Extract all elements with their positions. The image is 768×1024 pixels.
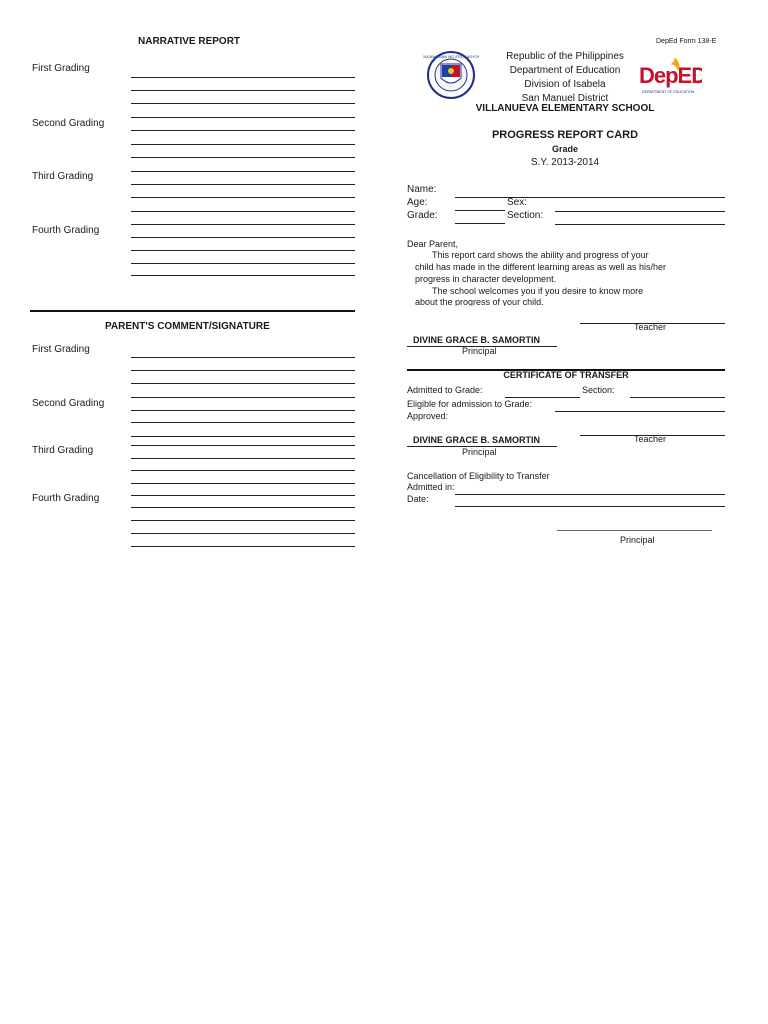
principal-name: DIVINE GRACE B. SAMORTIN bbox=[413, 335, 541, 345]
sex-field[interactable] bbox=[555, 211, 725, 212]
admitted-to-grade-field[interactable] bbox=[505, 397, 580, 398]
letter-line-1: This report card shows the ability and progress of your bbox=[432, 250, 649, 260]
sex-label: Sex: bbox=[507, 197, 528, 208]
writing-line bbox=[131, 171, 355, 172]
narrative-fourth-grading-label: Fourth Grading bbox=[32, 225, 100, 236]
writing-line bbox=[131, 237, 355, 238]
narrative-third-grading-label: Third Grading bbox=[32, 171, 94, 182]
header-line-district: San Manuel District bbox=[521, 93, 609, 104]
writing-line bbox=[131, 117, 355, 118]
writing-line bbox=[131, 533, 355, 534]
letter-line-2: child has made in the different learning areas as well as his/her bbox=[415, 262, 666, 272]
transfer-title: CERTIFICATE OF TRANSFER bbox=[503, 370, 629, 380]
deped-logo-subtext: DEPARTMENT OF EDUCATION bbox=[642, 90, 695, 94]
seal-text: KAGAWARAN NG EDUKASYON bbox=[423, 54, 479, 59]
letter-salutation: Dear Parent, bbox=[407, 239, 459, 249]
section-field[interactable] bbox=[555, 224, 725, 225]
section-label: Section: bbox=[507, 210, 544, 221]
writing-line bbox=[131, 370, 355, 371]
writing-line bbox=[131, 458, 355, 459]
writing-line bbox=[131, 470, 355, 471]
narrative-second-grading-label: Second Grading bbox=[32, 118, 105, 129]
deped-logo-text: DepED bbox=[639, 63, 702, 88]
deped-seal-icon bbox=[423, 50, 479, 100]
cancellation-principal-signature-line bbox=[557, 530, 712, 531]
principal-label: Principal bbox=[462, 346, 497, 356]
writing-line bbox=[131, 144, 355, 145]
section-divider bbox=[30, 310, 355, 312]
parents-comment-title: PARENT'S COMMENT/SIGNATURE bbox=[105, 321, 270, 332]
transfer-section-label: Section: bbox=[582, 385, 615, 395]
writing-line bbox=[131, 495, 355, 496]
writing-line bbox=[131, 184, 355, 185]
writing-line bbox=[131, 275, 355, 276]
writing-line bbox=[131, 546, 355, 547]
writing-line bbox=[131, 397, 355, 398]
admitted-in-field[interactable] bbox=[455, 494, 725, 495]
writing-line bbox=[131, 211, 355, 212]
writing-line bbox=[131, 197, 355, 198]
admitted-to-grade-label: Admitted to Grade: bbox=[407, 385, 483, 395]
transfer-principal-label: Principal bbox=[462, 447, 497, 457]
letter-line-4: The school welcomes you if you desire to know more bbox=[432, 286, 644, 296]
writing-line bbox=[131, 445, 355, 446]
writing-line bbox=[131, 263, 355, 264]
comment-fourth-grading-label: Fourth Grading bbox=[32, 493, 100, 504]
writing-line bbox=[131, 520, 355, 521]
header-line-department: Department of Education bbox=[509, 65, 621, 76]
comment-first-grading-label: First Grading bbox=[32, 344, 90, 355]
card-title: PROGRESS REPORT CARD bbox=[491, 129, 639, 141]
writing-line bbox=[131, 103, 355, 104]
name-label: Name: bbox=[407, 184, 437, 195]
writing-line bbox=[131, 422, 355, 423]
writing-line bbox=[131, 90, 355, 91]
age-label: Age: bbox=[407, 197, 428, 208]
eligible-field[interactable] bbox=[555, 411, 725, 412]
admitted-in-label: Admitted in: bbox=[407, 482, 455, 492]
deped-logo bbox=[638, 55, 702, 97]
age-field[interactable] bbox=[455, 210, 505, 211]
transfer-teacher-label: Teacher bbox=[634, 434, 667, 444]
comment-second-grading-label: Second Grading bbox=[32, 398, 105, 409]
writing-line bbox=[131, 157, 355, 158]
grade-field-label: Grade: bbox=[407, 210, 438, 221]
cancellation-title: Cancellation of Eligibility to Transfer bbox=[407, 471, 550, 481]
letter-line-5: about the progress of your child. bbox=[415, 297, 544, 306]
grade-label: Grade bbox=[551, 144, 578, 154]
writing-line bbox=[131, 224, 355, 225]
form-code: DepEd Form 138-E bbox=[656, 38, 717, 45]
writing-line bbox=[131, 130, 355, 131]
transfer-section-field[interactable] bbox=[630, 397, 725, 398]
writing-line bbox=[131, 483, 355, 484]
eligible-label: Eligible for admission to Grade: bbox=[407, 399, 533, 409]
writing-line bbox=[131, 383, 355, 384]
comment-third-grading-label: Third Grading bbox=[32, 445, 94, 456]
narrative-report-title: NARRATIVE REPORT bbox=[138, 36, 241, 47]
grade-field[interactable] bbox=[455, 223, 505, 224]
writing-line bbox=[131, 507, 355, 508]
letter-line-3: progress in character development. bbox=[415, 274, 557, 284]
cancellation-principal-label: Principal bbox=[620, 535, 655, 545]
writing-line bbox=[131, 77, 355, 78]
school-year: S.Y. 2013-2014 bbox=[530, 157, 600, 168]
teacher-label: Teacher bbox=[634, 322, 667, 332]
header-line-republic: Republic of the Philippines bbox=[506, 51, 624, 62]
header-line-division: Division of Isabela bbox=[524, 79, 606, 90]
writing-line bbox=[131, 250, 355, 251]
header-block bbox=[490, 50, 640, 106]
writing-line bbox=[131, 357, 355, 358]
approved-label: Approved: bbox=[407, 411, 449, 421]
writing-line bbox=[131, 410, 355, 411]
date-field[interactable] bbox=[455, 506, 725, 507]
narrative-first-grading-label: First Grading bbox=[32, 63, 90, 74]
writing-line bbox=[131, 436, 355, 437]
date-label: Date: bbox=[407, 494, 429, 504]
school-name: VILLANUEVA ELEMENTARY SCHOOL bbox=[475, 103, 655, 114]
name-field[interactable] bbox=[455, 197, 725, 198]
transfer-principal-name: DIVINE GRACE B. SAMORTIN bbox=[413, 435, 541, 445]
